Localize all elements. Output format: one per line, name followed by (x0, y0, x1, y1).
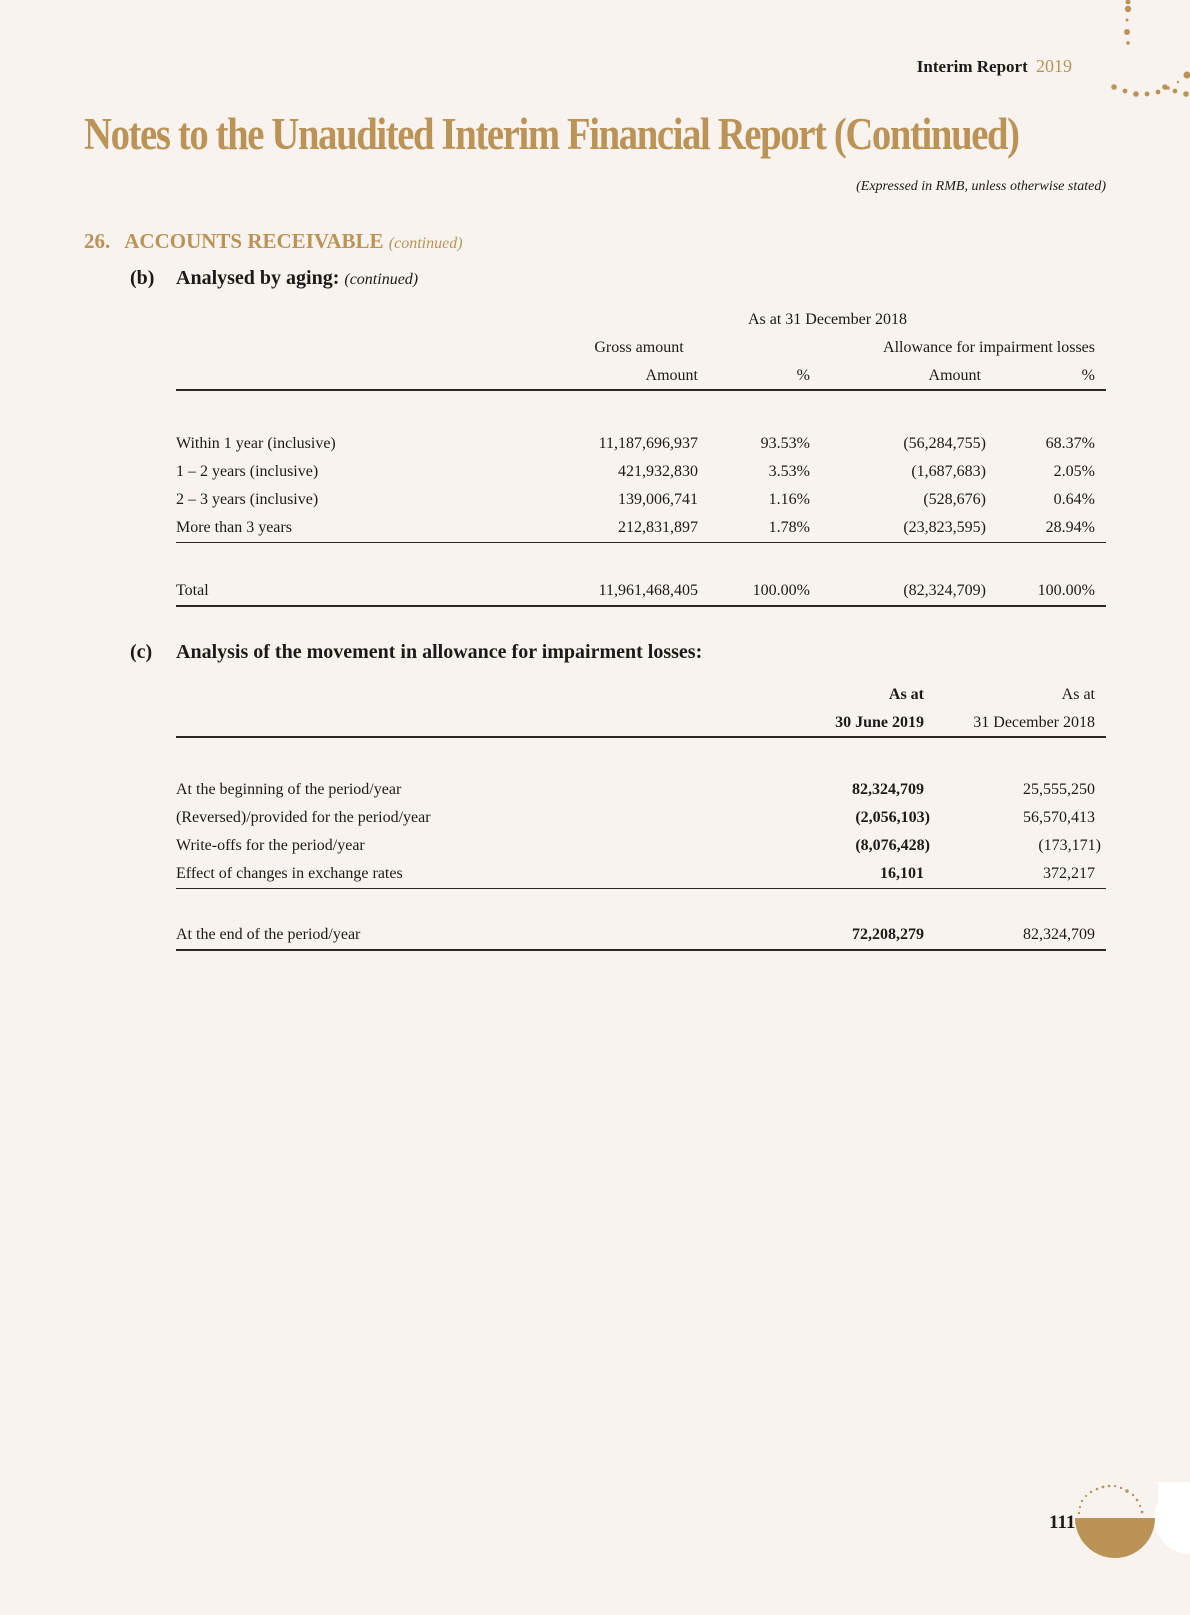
aging-table (176, 306, 1106, 607)
section-heading (84, 229, 463, 254)
allowance-header: Allowance for impairment losses (883, 339, 1095, 356)
table-row: Write-offs for the period/year (8,076,428) (173,171) (176, 837, 1101, 854)
col-gross-amount: Amount (645, 366, 698, 384)
subsection-b-heading (130, 267, 418, 290)
currency-note: (Expressed in RMB, unless otherwise stated) (856, 179, 1106, 194)
decorative-half-circle (1030, 1440, 1190, 1615)
table-row: At the beginning of the period/year 82,324,709 25,555,250 (176, 781, 1095, 798)
report-header (917, 56, 1072, 77)
period-header: As at 31 December 2018 (747, 311, 908, 328)
col-current-header-line1: As at (888, 686, 924, 703)
table-row: (Reversed)/provided for the period/year (2,056,103) 56,570,413 (176, 809, 1095, 826)
page-number: 111 (1049, 1512, 1076, 1533)
col-prior-header-line2: 31 December 2018 (928, 709, 1095, 737)
col-allow-pct: % (986, 362, 1095, 390)
subsection-c-letter: (c) (130, 641, 153, 663)
table-row: 2 – 3 years (inclusive) 139,006,741 1.16% (528,676) 0.64% (176, 491, 1095, 508)
gross-amount-header: Gross amount (594, 339, 684, 356)
section-title: ACCOUNTS RECEIVABLE (124, 229, 384, 253)
allowance-movement-table (176, 681, 1106, 951)
table-row: Within 1 year (inclusive) 11,187,696,937 93.53% (56,284,755) 68.37% (176, 435, 1095, 452)
subsection-b-letter: (b) (130, 267, 155, 289)
table-row: 1 – 2 years (inclusive) 421,932,830 3.53% (1,687,683) 2.05% (176, 463, 1095, 480)
col-allow-amount: Amount (928, 366, 981, 384)
report-year: 2019 (1036, 56, 1072, 76)
subsection-c-heading (130, 641, 702, 664)
subsection-b-title: Analysed by aging: (176, 267, 340, 289)
table-row: More than 3 years 212,831,897 1.78% (23,823,595) 28.94% (176, 514, 1106, 542)
page-title: Notes to the Unaudited Interim Financial Report (Continued) (84, 109, 1019, 159)
section-continued: (continued) (388, 235, 463, 252)
col-current-header-line2: 30 June 2019 (766, 709, 924, 737)
report-label: Interim Report (916, 57, 1028, 76)
table-row: Effect of changes in exchange rates 16,101 372,217 (176, 860, 1106, 888)
total-row: At the end of the period/year 72,208,279 82,324,709 (176, 920, 1106, 950)
subsection-c-title: Analysis of the movement in allowance for impairment losses: (176, 641, 703, 663)
col-prior-header-line1: As at (1061, 686, 1095, 703)
subsection-b-continued: (continued) (344, 271, 419, 288)
total-row: Total 11,961,468,405 100.00% (82,324,709) 100.00% (176, 576, 1106, 606)
decorative-dots-arc (0, 0, 1190, 110)
section-number: 26. (84, 229, 111, 253)
col-gross-pct: % (698, 362, 810, 390)
